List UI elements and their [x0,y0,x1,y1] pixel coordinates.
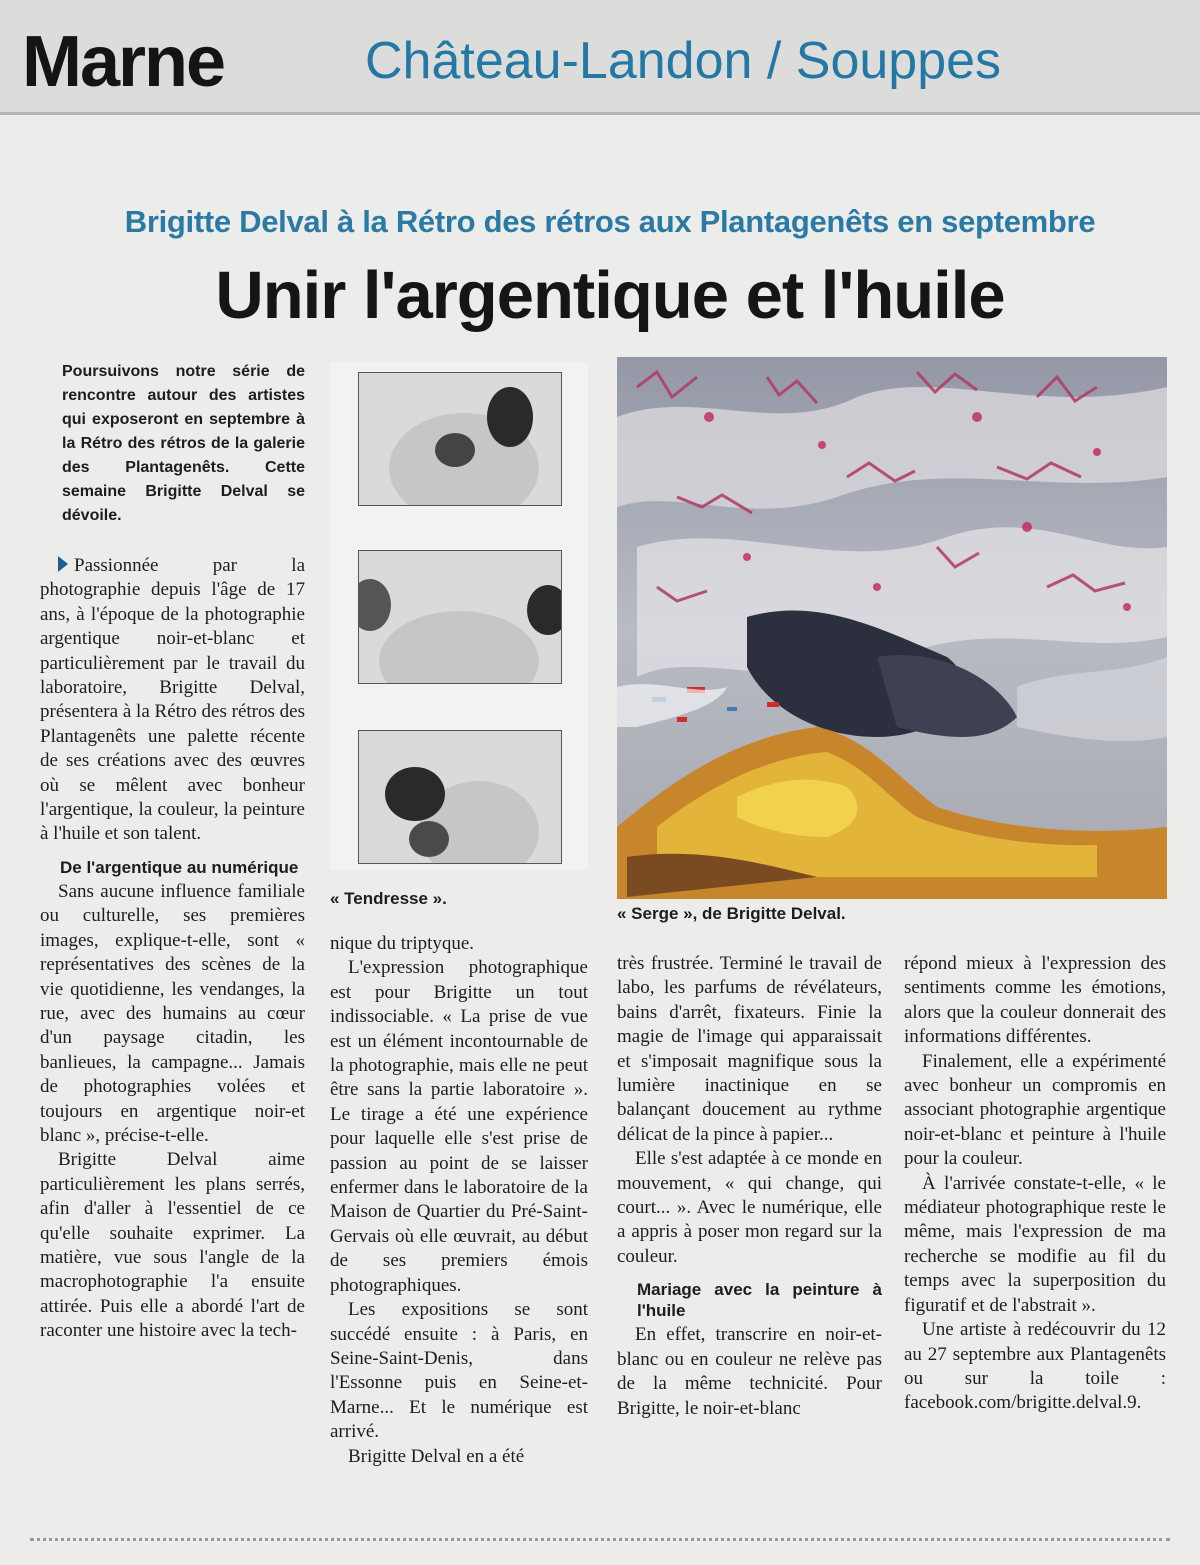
painting-image [617,357,1167,899]
triptych-photos [330,362,588,870]
section-name: Marne [22,22,225,102]
page-bottom-rule [30,1538,1170,1541]
paragraph: Finalement, elle a expérimenté avec bonheur un compromis en associant photographie argentique noir-et-blanc et peinture à l'huile pour la couleur. [904,1050,1166,1170]
paragraph: Elle s'est adaptée à ce monde en mouvement, « qui change, qui court... ». Avec le numérique, elle a appris à poser mon regard sur la couleur. [617,1148,882,1267]
triptych-caption: « Tendresse ». [330,889,447,908]
paragraph: Les expositions se sont succédé ensuite : à Paris, en Seine-Saint-Denis, dans l'Essonne puis en Seine-et-Marne... Et le numérique est arrivé. [330,1299,588,1443]
text-column-4 [904,952,1166,1416]
section-rubric: Château-Landon / Souppes [365,32,1002,90]
paragraph: En effet, transcrire en noir-et-blanc ou en couleur ne relève pas de la même technicité. Pour Brigitte, le noir-et-blanc [617,1324,882,1419]
header-rule [0,112,1200,115]
paragraph-marker-icon [58,556,68,572]
article-lead: Poursuivons notre série de rencontre autour des artistes qui exposeront en septembre à la Rétro des rétros de la galerie des Plantagenêts. Cette semaine Brigitte Delval se dévoile. [62,363,305,524]
paragraph: Brigitte Delval aime particulièrement les plans serrés, afin d'aller à l'essentiel de ce qu'elle souhaite exprimer. La matière, vue sous l'angle de la macrophotographie l'a ensuite attirée. Puis elle a abordé l'art de raconter une histoire avec la tech- [40,1149,305,1342]
paragraph: Sans aucune influence familiale ou culturelle, ses premières images, explique-t-elle, sont « représentatives des scènes de la vie quotidienne, les vendanges, la rue, avec des humains au cœur d'un paysage citadin, les banlieues, la campagne... Jamais de photographies volées et toujours en argentique noir-et blanc », précise-t-elle. [40,880,305,1146]
photo-3 [358,730,562,864]
painting-caption: « Serge », de Brigitte Delval. [617,904,846,923]
paragraph: Passionnée par la photographie depuis l'âge de 17 ans, à l'époque de la photographie argentique noir-et-blanc et particulièrement par le travail du laboratoire, Brigitte Delval, présentera à la Rétro des rétros des Plantagenêts une palette récente de ses créations avec des œuvres où se mêlent avec bonheur l'argentique, la couleur, la peinture à l'huile et son talent. [40,555,305,845]
paragraph: répond mieux à l'expression des sentiments comme les émotions, alors que la couleur donnerait des informations différentes. [904,953,1166,1048]
subheading: De l'argentique au numérique [60,857,299,877]
article-surtitle: Brigitte Delval à la Rétro des rétros aux Plantagenêts en septembre [124,204,1096,239]
paragraph: L'expression photographique est pour Brigitte un tout indissociable. « La prise de vue est un élément incontournable de la photographie, mais elle ne peut être sans la partie laboratoire ». Le tirage a été une expérience pour laquelle elle s'est prise de passion au point de se laisser enfermer dans le laboratoire de la Maison de Quartier du Pré-Saint-Gervais où elle œuvrait, au début de ses premiers émois photographiques. [330,957,588,1296]
paragraph: très frustrée. Terminé le travail de labo, les parfums de révélateurs, bains d'arrêt, fixateurs. Finie la magie de l'image qui apparaissait et s'imposait magnifique sous la lumière inactinique en se balançant doucement au rythme délicat de la pince à papier... [617,953,882,1145]
photo-2 [358,550,562,684]
text-column-2 [330,932,588,1469]
abstract-painting [617,357,1167,899]
paragraph: À l'arrivée constate-t-elle, « le médiateur photographique reste le même, mais l'expression de ma recherche se modifie au fil du temps avec la superposition du figuratif et de l'abstrait ». [904,1172,1166,1316]
paragraph: Une artiste à redécouvrir du 12 au 27 septembre aux Plantagenêts ou sur la toile : facebook.com/brigitte.delval.9. [904,1319,1166,1414]
article-headline: Unir l'argentique et l'huile [215,258,1005,333]
text-column-3 [617,952,882,1421]
photo-1 [358,372,562,506]
subheading: Mariage avec la peinture à l'huile [637,1280,882,1321]
paragraph: Brigitte Delval en a été [348,1445,525,1467]
text-column-1 [40,554,305,1344]
paragraph: nique du triptyque. [330,933,475,954]
